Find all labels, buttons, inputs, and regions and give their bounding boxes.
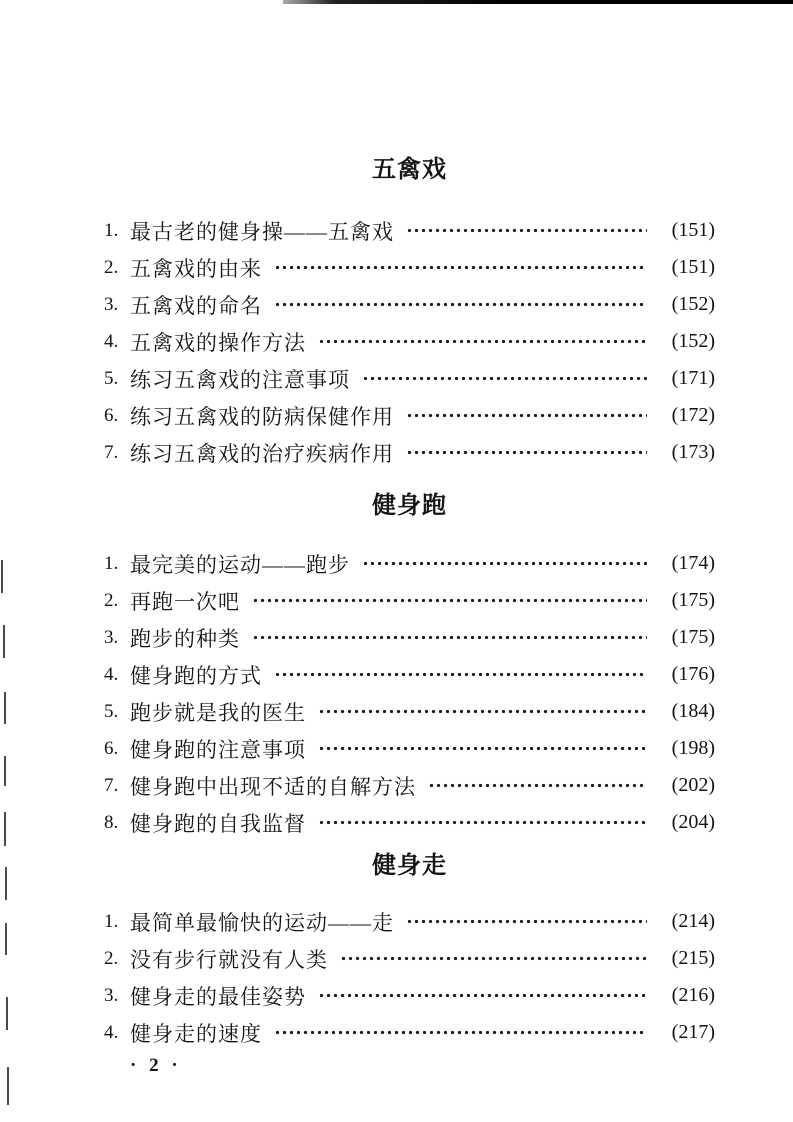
dot-leader [252, 582, 647, 619]
dot-leader [274, 286, 647, 323]
toc-entry [104, 286, 715, 323]
toc-entry [104, 940, 715, 977]
toc-sections [104, 155, 715, 1051]
section-title: 五禽戏 [372, 157, 447, 183]
entry-title: 最古老的健身操——五禽戏 [130, 219, 394, 244]
entry-number: 3. [104, 626, 119, 648]
toc-entry [104, 903, 715, 940]
scan-edge-mark [5, 867, 7, 900]
dot-leader [406, 434, 647, 471]
scan-edge-mark [7, 1067, 9, 1105]
entry-number: 5. [104, 367, 119, 389]
entry-page-number: (217) [671, 1021, 715, 1043]
entry-title: 再跑一次吧 [130, 589, 240, 614]
toc-entry [104, 582, 715, 619]
entry-title: 练习五禽戏的治疗疾病作用 [130, 441, 394, 466]
entry-page-number: (172) [671, 404, 715, 426]
scan-artifact-top-band [283, 0, 793, 4]
page-number-footer: · 2 · [130, 1055, 182, 1076]
toc-section [104, 851, 715, 1051]
entry-number: 1. [104, 552, 119, 574]
toc-section [104, 155, 715, 471]
entry-number: 1. [104, 910, 119, 932]
entry-title: 没有步行就没有人类 [130, 947, 328, 972]
scan-edge-mark [1, 560, 3, 593]
toc-entry [104, 730, 715, 767]
entry-page-number: (174) [671, 552, 715, 574]
scan-edge-mark [3, 625, 5, 658]
dot-leader [406, 212, 647, 249]
dot-leader [274, 249, 647, 286]
toc-entry [104, 360, 715, 397]
dot-leader [274, 1014, 647, 1051]
entry-number: 4. [104, 663, 119, 685]
dot-leader [362, 545, 647, 582]
entry-title: 五禽戏的操作方法 [130, 330, 306, 355]
dot-leader [318, 693, 647, 730]
toc-entry [104, 545, 715, 582]
entry-title: 跑步就是我的医生 [130, 700, 306, 725]
toc-entry [104, 249, 715, 286]
dot-leader [406, 903, 647, 940]
toc-entry [104, 804, 715, 841]
dot-leader [252, 619, 647, 656]
entry-page-number: (175) [671, 589, 715, 611]
entry-title: 跑步的种类 [130, 626, 240, 651]
dot-leader [318, 804, 647, 841]
entry-number: 1. [104, 219, 119, 241]
entry-page-number: (152) [671, 293, 715, 315]
entry-title: 健身跑的注意事项 [130, 737, 306, 762]
entry-page-number: (152) [671, 330, 715, 352]
entry-page-number: (204) [671, 811, 715, 833]
entry-number: 8. [104, 811, 119, 833]
entry-title: 练习五禽戏的注意事项 [130, 367, 350, 392]
section-title: 健身跑 [372, 493, 447, 519]
toc-entry [104, 977, 715, 1014]
entry-page-number: (184) [671, 700, 715, 722]
toc-entry [104, 656, 715, 693]
scan-edge-mark [5, 923, 7, 955]
scan-edge-mark [4, 692, 6, 724]
entry-number: 2. [104, 947, 119, 969]
entry-number: 3. [104, 293, 119, 315]
entry-title: 最简单最愉快的运动——走 [130, 910, 394, 935]
entry-page-number: (215) [671, 947, 715, 969]
entry-title: 健身跑的自我监督 [130, 811, 306, 836]
toc-entry [104, 619, 715, 656]
entry-title: 健身跑的方式 [130, 663, 262, 688]
entry-title: 健身走的速度 [130, 1021, 262, 1046]
entry-number: 4. [104, 330, 119, 352]
entry-page-number: (173) [671, 441, 715, 463]
toc-entry [104, 767, 715, 804]
entry-title: 最完美的运动——跑步 [130, 552, 350, 577]
dot-leader [318, 323, 647, 360]
entry-title: 健身跑中出现不适的自解方法 [130, 774, 416, 799]
entry-page-number: (171) [671, 367, 715, 389]
entry-number: 2. [104, 589, 119, 611]
entry-number: 6. [104, 404, 119, 426]
toc-entry [104, 397, 715, 434]
toc-entry [104, 212, 715, 249]
entry-number: 7. [104, 774, 119, 796]
entry-title: 健身走的最佳姿势 [130, 984, 306, 1009]
dot-leader [428, 767, 647, 804]
entry-page-number: (198) [671, 737, 715, 759]
scan-edge-mark [4, 756, 6, 786]
entry-number: 6. [104, 737, 119, 759]
dot-leader [318, 977, 647, 1014]
entry-number: 7. [104, 441, 119, 463]
toc-entry [104, 1014, 715, 1051]
dot-leader [340, 940, 647, 977]
entry-page-number: (202) [671, 774, 715, 796]
entry-title: 五禽戏的命名 [130, 293, 262, 318]
entry-page-number: (176) [671, 663, 715, 685]
dot-leader [318, 730, 647, 767]
entry-page-number: (175) [671, 626, 715, 648]
entry-page-number: (216) [671, 984, 715, 1006]
toc-entry [104, 434, 715, 471]
scan-edge-mark [6, 997, 8, 1030]
entry-number: 4. [104, 1021, 119, 1043]
entry-page-number: (151) [671, 256, 715, 278]
entry-title: 五禽戏的由来 [130, 256, 262, 281]
entry-number: 3. [104, 984, 119, 1006]
entry-number: 2. [104, 256, 119, 278]
dot-leader [406, 397, 647, 434]
toc-section [104, 491, 715, 841]
section-title: 健身走 [372, 853, 447, 879]
entry-page-number: (151) [671, 219, 715, 241]
toc-entry [104, 693, 715, 730]
entry-title: 练习五禽戏的防病保健作用 [130, 404, 394, 429]
entry-number: 5. [104, 700, 119, 722]
dot-leader [274, 656, 647, 693]
toc-entry [104, 323, 715, 360]
entry-page-number: (214) [671, 910, 715, 932]
scan-edge-mark [4, 812, 6, 846]
dot-leader [362, 360, 647, 397]
